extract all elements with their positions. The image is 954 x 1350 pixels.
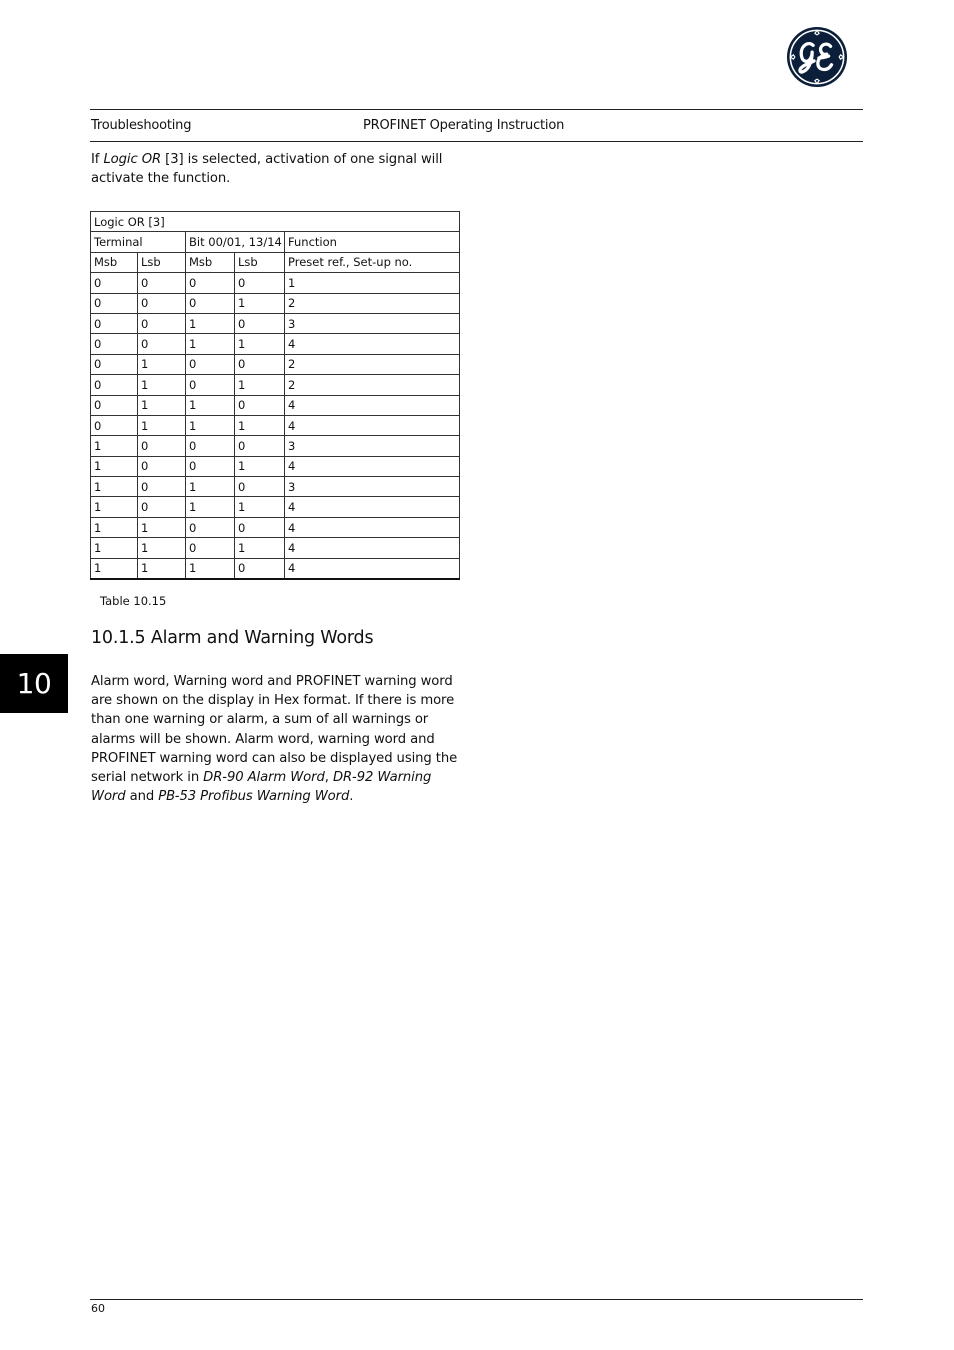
header-section-title: Troubleshooting (91, 118, 192, 133)
table-cell: 0 (186, 436, 235, 456)
table-cell: 1 (235, 293, 285, 313)
table-cell: 1 (138, 538, 186, 558)
table-cell: 4 (285, 558, 460, 579)
table-cell: 0 (235, 477, 285, 497)
table-cell: 0 (186, 354, 235, 374)
header-function: Function (285, 232, 460, 252)
header-rule-top (90, 109, 863, 110)
subheader-bit-lsb: Lsb (235, 252, 285, 272)
table-cell: 0 (91, 273, 138, 293)
table-cell: 1 (186, 334, 235, 354)
table-cell: 0 (235, 558, 285, 579)
table-cell: 3 (285, 313, 460, 333)
table-cell: 0 (91, 354, 138, 374)
table-body (91, 273, 460, 579)
table-row (91, 293, 460, 313)
table-cell: 1 (91, 517, 138, 537)
table-cell: 1 (138, 354, 186, 374)
chapter-tab: 10 (0, 654, 68, 713)
table-cell: 1 (235, 375, 285, 395)
table-cell: 0 (138, 497, 186, 517)
table-cell: 2 (285, 354, 460, 374)
table-row (91, 497, 460, 517)
table-cell: 1 (91, 436, 138, 456)
table-cell: 4 (285, 538, 460, 558)
table-group-header-row (91, 232, 460, 252)
footer-rule (90, 1299, 863, 1300)
table-cell: 1 (235, 334, 285, 354)
subheader-bit-msb: Msb (186, 252, 235, 272)
page-number: 60 (91, 1302, 105, 1315)
table-cell: 0 (186, 375, 235, 395)
table-cell: 1 (235, 456, 285, 476)
table-row (91, 354, 460, 374)
table-cell: 0 (138, 436, 186, 456)
intro-paragraph: If Logic OR [3] is selected, activation of one signal will activate the function. (91, 152, 443, 187)
table-row (91, 375, 460, 395)
section-paragraph: Alarm word, Warning word and PROFINET warning word are shown on the display in Hex format. If there is more than one warning or alarm, a sum of all warnings or alarms will be shown. Alarm word, warning word and PROFINET warning word can also be displayed using the serial network in DR-90 Alarm Word, DR-92 Warning Word and PB-53 Profibus Warning Word. (91, 674, 458, 805)
table-row (91, 538, 460, 558)
table-cell: 0 (91, 415, 138, 435)
table-cell: 1 (138, 375, 186, 395)
logic-or-table (90, 211, 460, 580)
table-cell: 1 (91, 456, 138, 476)
table-caption: Table 10.15 (100, 594, 167, 608)
table-row (91, 273, 460, 293)
table-cell: 1 (186, 558, 235, 579)
table-cell: 0 (235, 273, 285, 293)
section-heading: 10.1.5 Alarm and Warning Words (91, 628, 374, 648)
table-cell: 0 (138, 477, 186, 497)
table-row (91, 477, 460, 497)
table-cell: 1 (186, 395, 235, 415)
table-cell: 1 (138, 558, 186, 579)
table-cell: 4 (285, 517, 460, 537)
table-cell: 0 (138, 273, 186, 293)
table-cell: 3 (285, 436, 460, 456)
table-cell: 1 (91, 558, 138, 579)
table-cell: 1 (285, 273, 460, 293)
table-cell: 0 (186, 538, 235, 558)
table-cell: 0 (235, 313, 285, 333)
table-row (91, 334, 460, 354)
table-cell: 4 (285, 497, 460, 517)
table-cell: 1 (91, 538, 138, 558)
table-cell: 1 (91, 497, 138, 517)
table-cell: 0 (235, 354, 285, 374)
table-cell: 0 (186, 273, 235, 293)
table-row (91, 436, 460, 456)
table-cell: 1 (235, 415, 285, 435)
table-cell: 2 (285, 293, 460, 313)
table-cell: 1 (186, 415, 235, 435)
table-cell: 3 (285, 477, 460, 497)
table-cell: 1 (138, 415, 186, 435)
header-rule-bottom (90, 141, 863, 142)
table-cell: 2 (285, 375, 460, 395)
table-cell: 0 (186, 456, 235, 476)
table-cell: 0 (91, 293, 138, 313)
table-cell: 0 (235, 436, 285, 456)
table-cell: 0 (91, 395, 138, 415)
table-cell: 1 (186, 313, 235, 333)
table-sub-header-row (91, 252, 460, 272)
table-row (91, 456, 460, 476)
table-cell: 0 (138, 313, 186, 333)
table-row (91, 517, 460, 537)
header-bit: Bit 00/01, 13/14 (186, 232, 285, 252)
table-cell: 1 (186, 497, 235, 517)
subheader-terminal-lsb: Lsb (138, 252, 186, 272)
header-document-title: PROFINET Operating Instruction (363, 118, 565, 133)
table-cell: 4 (285, 334, 460, 354)
table-cell: 0 (138, 334, 186, 354)
table-row (91, 558, 460, 579)
subheader-terminal-msb: Msb (91, 252, 138, 272)
table-cell: 1 (138, 517, 186, 537)
table-cell: 0 (186, 293, 235, 313)
table-cell: 1 (235, 538, 285, 558)
table-cell: 0 (138, 456, 186, 476)
table-cell: 0 (91, 313, 138, 333)
ge-logo-icon (786, 26, 848, 88)
subheader-preset: Preset ref., Set-up no. (285, 252, 460, 272)
table-title-row (91, 212, 460, 232)
table-cell: 0 (138, 293, 186, 313)
table-cell: 4 (285, 456, 460, 476)
table-cell: 0 (91, 334, 138, 354)
table-cell: 1 (91, 477, 138, 497)
table-cell: 0 (186, 517, 235, 537)
table-cell: 4 (285, 415, 460, 435)
table-row (91, 313, 460, 333)
table-row (91, 395, 460, 415)
table-cell: 0 (235, 395, 285, 415)
header-terminal: Terminal (91, 232, 186, 252)
table-cell: 1 (186, 477, 235, 497)
table-cell: 0 (91, 375, 138, 395)
table-cell: 1 (235, 497, 285, 517)
table-cell: 1 (138, 395, 186, 415)
table-row (91, 415, 460, 435)
table-title: Logic OR [3] (91, 212, 460, 232)
table-cell: 0 (235, 517, 285, 537)
table-cell: 4 (285, 395, 460, 415)
